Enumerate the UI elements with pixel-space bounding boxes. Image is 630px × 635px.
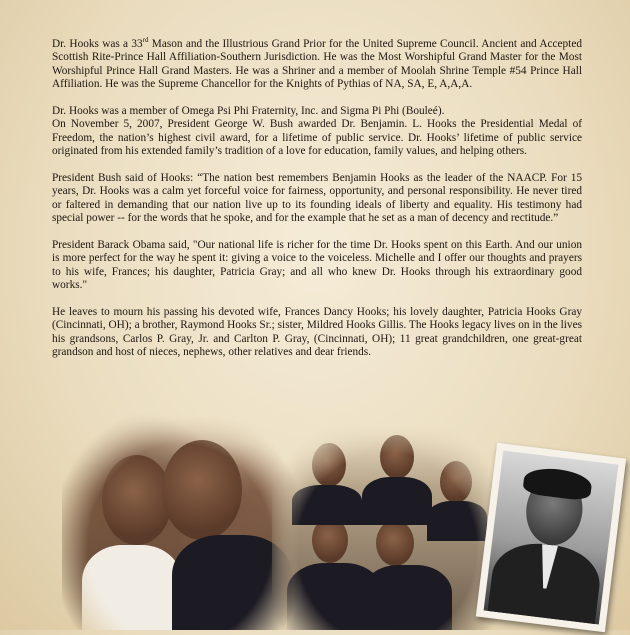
obituary-text [52, 38, 582, 373]
paragraph-fraternity: Dr. Hooks was a member of Omega Psi Phi Fraternity, Inc. and Sigma Pi Phi (Bouleé). [52, 105, 445, 118]
paragraph-medal-of-freedom: On November 5, 2007, President George W. Bush awarded Dr. Benjamin. L. Hooks the Presidential Medal of Freedom, the nation’s highest civil award, for a lifetime of public service. Dr. Hooks’ lifetime of public service originated from his extended family’s tradition of a love for education, family values, and helping others. [52, 118, 582, 158]
family-member-face [312, 443, 346, 487]
paragraph-bush-quote: President Bush said of Hooks: “The nation best remembers Benjamin Hooks as the leader of the NAACP. For 15 years, Dr. Hooks was a calm yet forceful voice for fairness, opportunity, and personal responsibility. He never tired or faltered in demanding that our nation live up to its founding ideals of liberty and equality. His testimony had special power -- for the words that he spoke, and for the example that he set as a man of decency and rectitude.” [52, 172, 582, 225]
family-member-suit [427, 501, 487, 541]
family-member-suit [362, 565, 452, 635]
paragraph-obama-quote: President Barack Obama said, "Our national life is richer for the time Dr. Hooks spent on this Earth. And our union is more perfect for the way he spent it: giving a voice to the voiceless. Michelle and I offer our thoughts and prayers to his wife, Frances; his daughter, Patricia Gray; and all who knew Dr. Hooks through his extraordinary good works." [52, 239, 582, 292]
husband-face [162, 440, 242, 540]
couple-photo [62, 415, 298, 630]
paragraph-masonic-rest: Mason and the Illustrious Grand Prior for the United Supreme Council. Ancient and Accepted Scottish Rite-Prince Hall Affiliation-Southern Jurisdiction. He was the Most Worshipful Grand Master for the Most Worshipful Prince Hall Grand Masters. He was a Shriner and a member of Moolah Shrine Temple #54 Prince Hall Affiliation. He was the Supreme Chancellor for the Knights of Pythias of NA, SA, E, A,A,A. [52, 38, 582, 91]
family-photo [272, 425, 502, 630]
family-member-face [376, 520, 414, 566]
paragraph-masonic [52, 38, 582, 92]
wife-blouse [82, 545, 182, 635]
family-member-face [380, 435, 414, 479]
family-member-suit [362, 477, 432, 525]
photo-collage [0, 415, 630, 630]
paragraph-survivors: He leaves to mourn his passing his devoted wife, Frances Dancy Hooks; his lovely daughter, Patricia Hooks Gray (Cincinnati, OH); a brother, Raymond Hooks Sr.; sister, Mildred Hooks Gillis. The Hooks legacy lives on in the lives his grandsons, Carlos P. Gray, Jr. and Carlton P. Gray, (Cincinnati, OH); 11 great grandchildren, one great-great grandson and host of nieces, nephews, other relatives and dear friends. [52, 306, 582, 359]
vintage-portrait [476, 443, 626, 633]
vintage-portrait-image [484, 451, 619, 625]
paragraph-masonic-start: Dr. Hooks was a 33 [52, 38, 143, 50]
ordinal-superscript: rd [142, 36, 149, 45]
wife-face [102, 455, 172, 545]
family-member-suit [292, 485, 362, 525]
family-member-face [440, 461, 472, 503]
